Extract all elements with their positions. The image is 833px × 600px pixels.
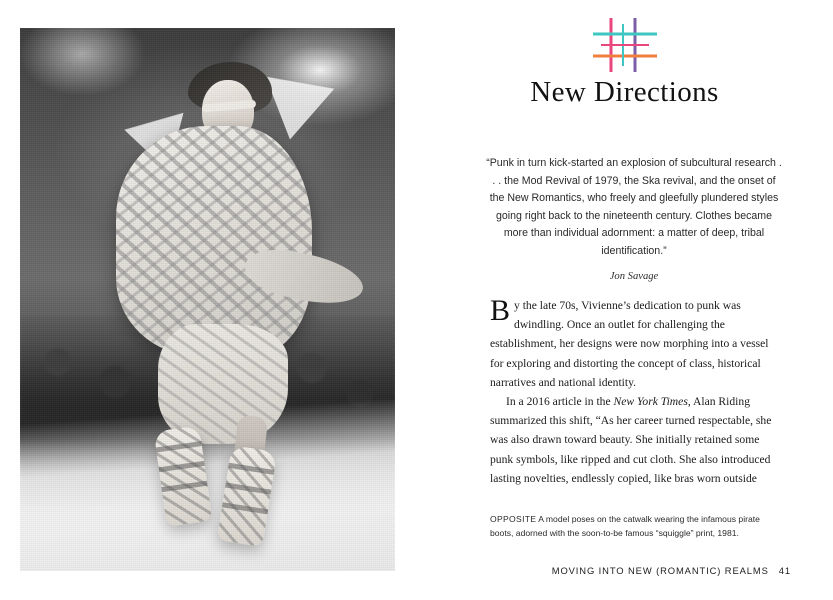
body-text	[490, 296, 780, 488]
body-paragraph-1-text: y the late 70s, Vivienne’s dedication to punk was dwindling. Once an outlet for challenging the establishment, her designs were now morphing into a vessel for exploring and distorting the concept of class, historical narratives and national identity.	[490, 299, 769, 389]
caption-text: A model poses on the catwalk wearing the infamous pirate boots, adorned with the soon-to-be famous “squiggle” print, 1981.	[490, 514, 760, 538]
page-footer	[552, 565, 791, 576]
pull-quote-text: “Punk in turn kick-started an explosion of subcultural research . . . the Mod Revival of 1979, the Ska revival, and the onset of the New Romantics, who freely and gleefully plundered styles going right back to the nineteenth century. Clothes became more than individual adornment: a matter of deep, tribal identification.”	[486, 157, 782, 257]
model-skirt	[158, 324, 288, 444]
body-paragraph-1	[490, 296, 780, 392]
model-printed-coat	[116, 126, 312, 356]
model-pirate-boot-right	[217, 445, 277, 547]
runway-photograph	[20, 28, 395, 571]
body-paragraph-2-lead: In a 2016 article in the	[506, 395, 614, 409]
photo-model-figure	[106, 56, 326, 536]
left-page	[0, 0, 416, 600]
running-head: MOVING INTO NEW (ROMANTIC) REALMS	[551, 565, 769, 576]
body-paragraph-2-italic: New York Times	[613, 395, 688, 409]
photo-caption	[490, 512, 780, 540]
caption-lead: OPPOSITE	[490, 514, 537, 524]
pull-quote	[484, 155, 784, 285]
page-number: 41	[778, 565, 791, 576]
body-paragraph-2-rest: , Alan Riding summarized this shift, “As her career turned respectable, she was also drawn toward beauty. She initially retained some punk symbols, like ripped and cut cloth. She also introduced lasting novelties, endlessly copied, like bras worn outside	[490, 395, 772, 485]
right-page	[416, 0, 833, 600]
chapter-title: New Directions	[530, 76, 719, 108]
hash-grid-logo-icon	[589, 14, 661, 76]
pull-quote-attribution: Jon Savage	[609, 270, 659, 282]
body-paragraph-2	[490, 392, 780, 488]
drop-cap: B	[490, 294, 511, 327]
